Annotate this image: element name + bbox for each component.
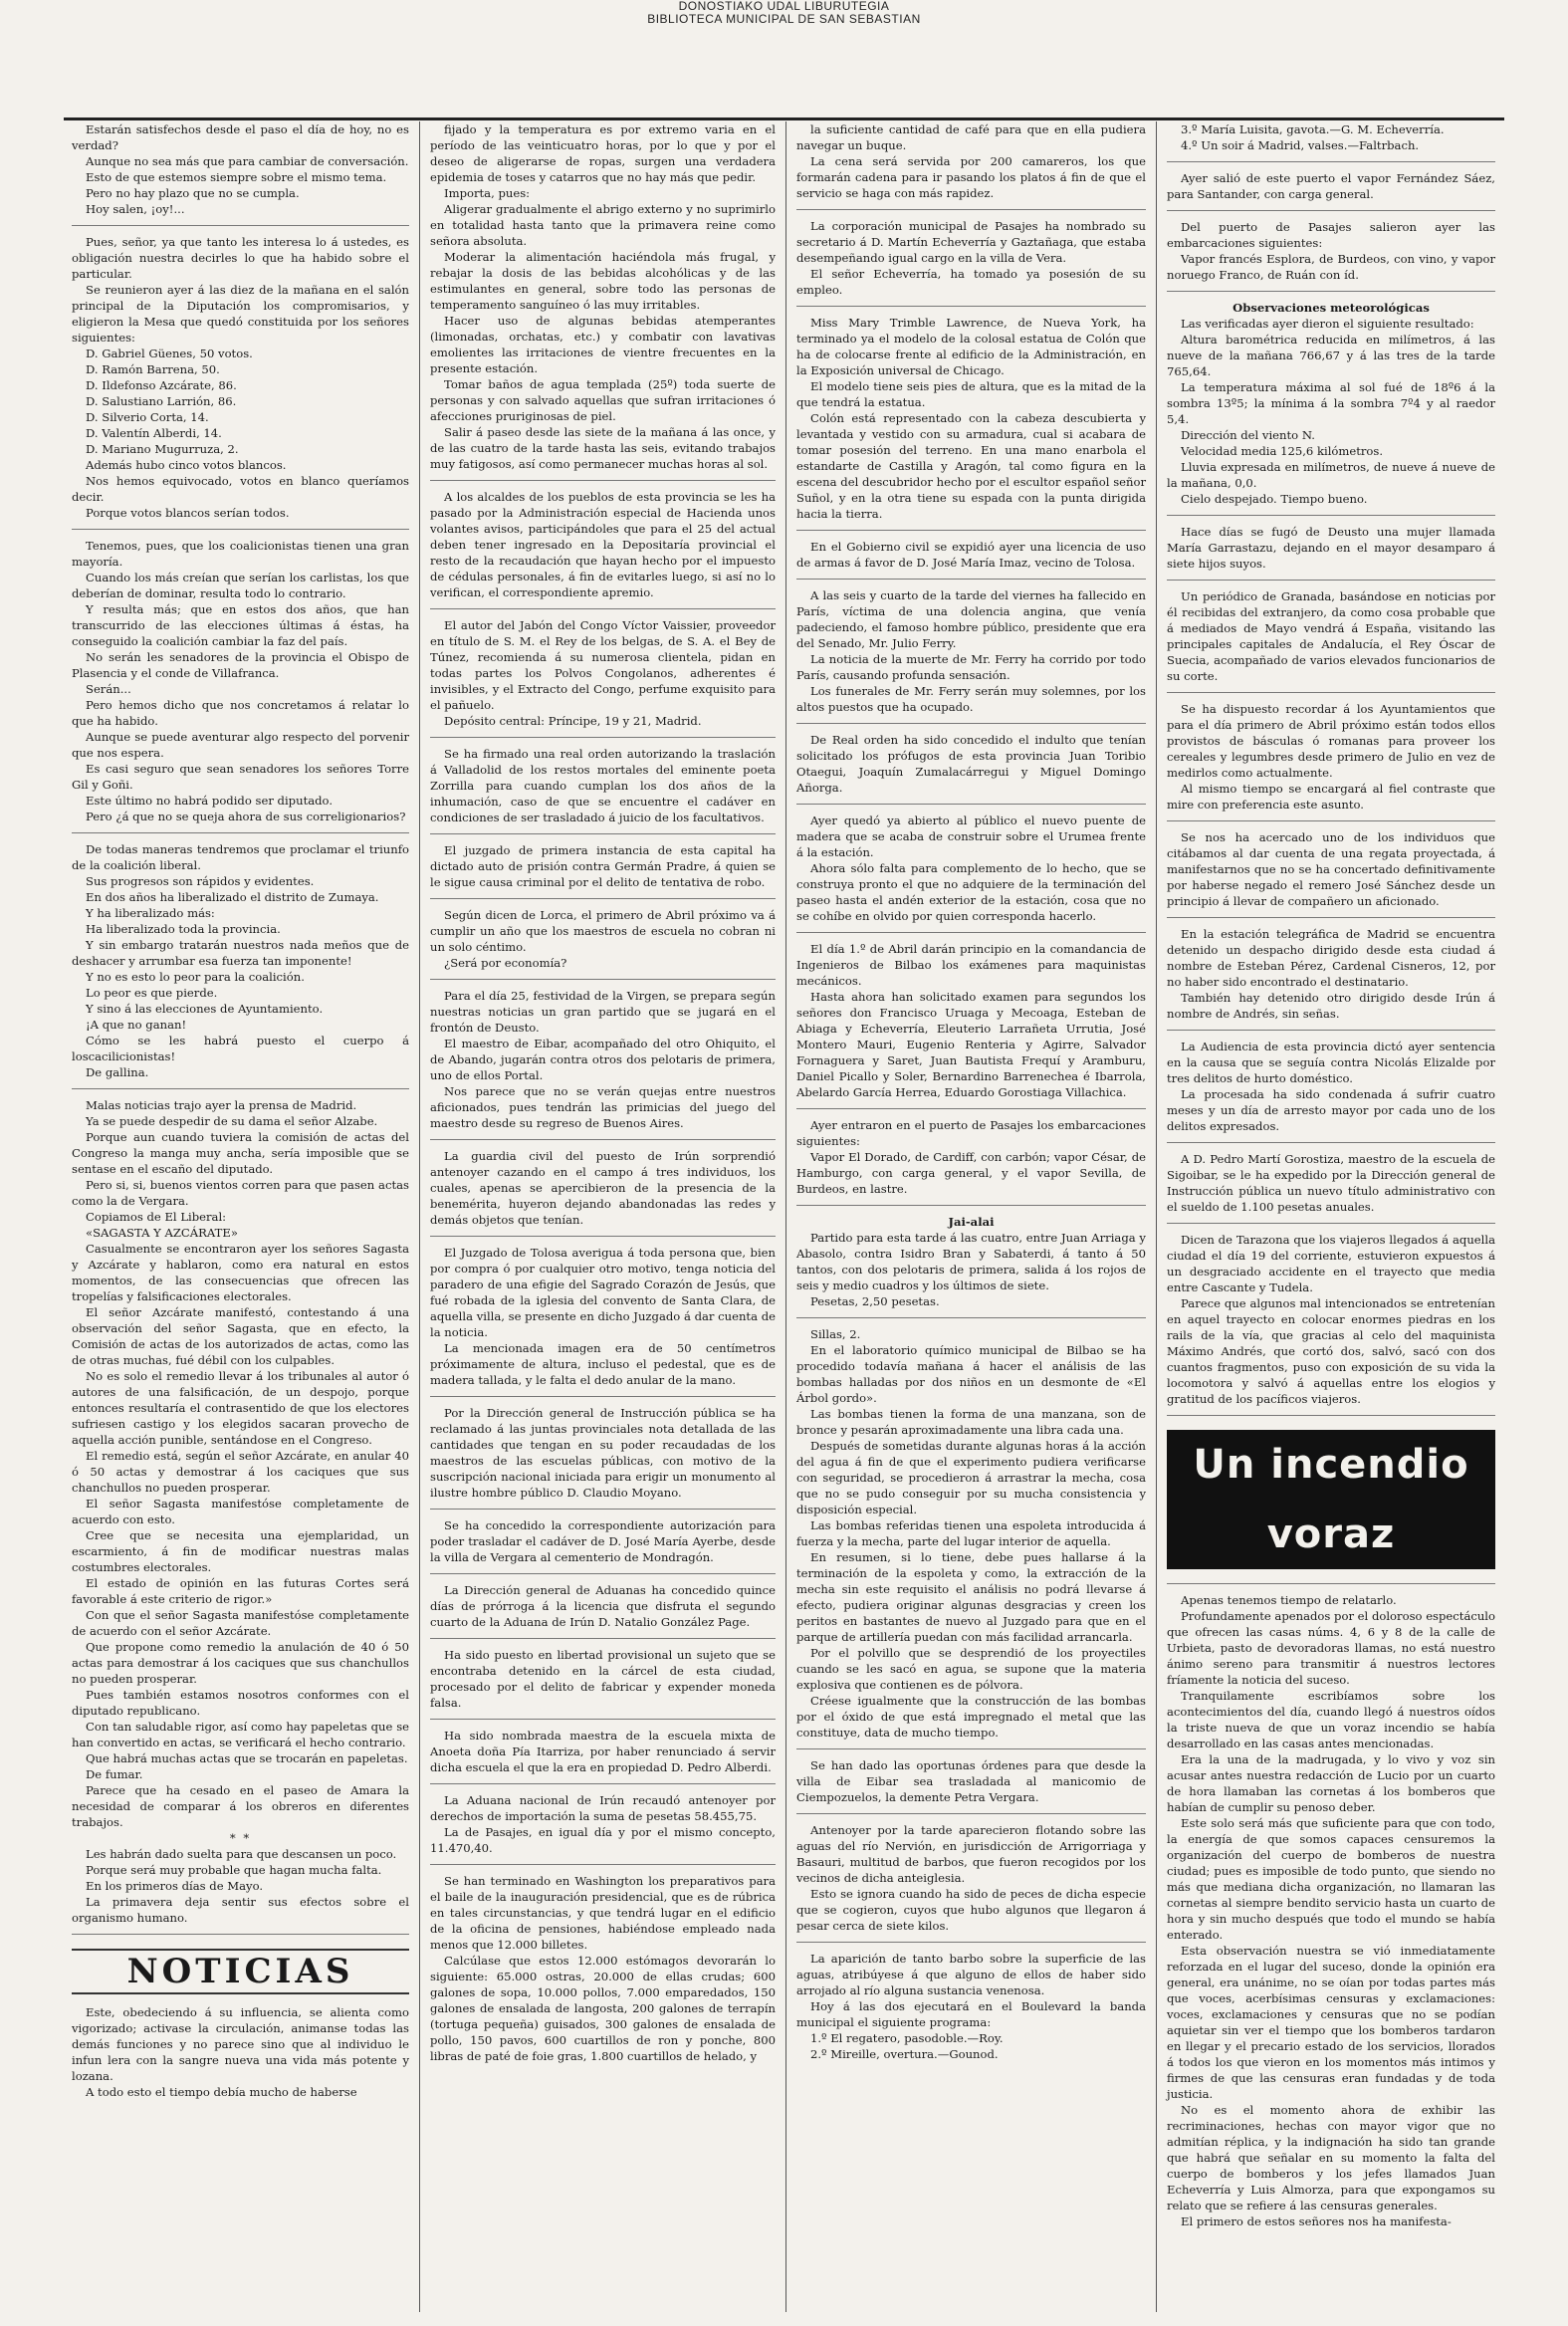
paragraph: A todo esto el tiempo debía mucho de haberse: [86, 2085, 357, 2099]
paragraph: Un periódico de Granada, basándose en noticias por él recibidas del extranjero, da como cosa probable que á mediados de Mayo vendrá á España, visitando las principales capitales de Andalucía, el Rey Óscar de Suecia, acompañado de varios elevados funcionarios de su corte.: [1167, 589, 1495, 683]
top-rule: [64, 117, 1504, 120]
paragraph: Las verificadas ayer dieron el siguiente resultado:: [1181, 317, 1474, 331]
paragraph: Dicen de Tarazona que los viajeros llegados á aquella ciudad el día 19 del corriente, estuvieron expuestos á un desgraciado accidente en el trayecto que media entre Cascante y Tudela.: [1167, 1233, 1495, 1294]
paragraph: 1.º El regatero, pasodoble.—Roy.: [810, 2031, 1004, 2045]
paragraph: Pero hemos dicho que nos concretamos á relatar lo que ha habido.: [72, 698, 409, 728]
paragraph: Cielo despejado. Tiempo bueno.: [1181, 492, 1368, 506]
paragraph: Copiamos de El Liberal:: [86, 1210, 227, 1224]
paragraph: El remedio está, según el señor Azcárate, en anular 40 ó 50 actas y demostrar á los caciques que sus chanchullos no pueden prosperar.: [72, 1449, 409, 1495]
paragraph: No es solo el remedio llevar á los tribunales al autor ó autores de una falsificación, de un despojo, porque entonces resultaría el contrasentido de que los electores sufriesen castigo y los elegidos sacaran provecho de aquella acción punible, sentándose en el Congreso.: [72, 1369, 409, 1447]
paragraph: Hasta ahora han solicitado examen para segundos los señores don Francisco Uruaga y Mecoaga, Esteban de Abiaga y Echeverría, Eleuterio Larrañeta Urrutia, José Montero Mauri, Eugenio Renteria y Agirre, Salvador Fornaguera y Saret, Juan Bautista Frequí y Aramburu, Daniel Picallo y Soler, Bernardino Barrenechea é Ibarrola, Abelardo García Herrea, Eduardo Gorostiaga Villachica.: [796, 990, 1146, 1099]
paragraph: Y ha liberalizado más:: [86, 906, 215, 920]
paragraph: Ha sido puesto en libertad provisional un sujeto que se encontraba detenido en la cárcel de esta ciudad, procesado por el delito de fabricar y expender moneda falsa.: [430, 1648, 776, 1710]
library-stamp: [14, 0, 1554, 26]
paragraph: Los funerales de Mr. Ferry serán muy solemnes, por los altos puestos que ha ocupado.: [796, 684, 1146, 714]
paragraph: El señor Sagasta manifestóse completamente de acuerdo con esto.: [72, 1497, 409, 1526]
paragraph: Se nos ha acercado uno de los individuos que citábamos al dar cuenta de una regata proyectada, á manifestarnos que no se ha concertado definitivamente por haberse negado el remero José Sánchez desde un principio á llevar de compañero un aficionado.: [1167, 830, 1495, 908]
paragraph: Apenas tenemos tiempo de relatarlo.: [1181, 1593, 1397, 1607]
paragraph: Sillas, 2.: [810, 1327, 861, 1341]
article-separator: [796, 1205, 1146, 1206]
paragraph: Salir á paseo desde las siete de la mañana á las once, y de las cuatro de la tarde hasta las seis, evitando trabajos muy fatigosos, así como permanecer muchas horas al sol.: [430, 425, 776, 471]
article-separator: [430, 1638, 776, 1639]
paragraph: Nos hemos equivocado, votos en blanco queríamos decir.: [72, 474, 409, 504]
article-separator: [72, 1088, 409, 1089]
article-separator: [430, 1236, 776, 1237]
article-separator: [430, 979, 776, 980]
paragraph: La Dirección general de Aduanas ha concedido quince días de prórroga á la licencia que disfruta el segundo cuarto de la Aduana de Irún D. Natalio González Page.: [430, 1583, 776, 1629]
paragraph: Esto se ignora cuando ha sido de peces de dicha especie que se cogieron, cuyos que hubo algunos que llegaron á pesar cerca de siete kilos.: [796, 1887, 1146, 1933]
paragraph: Parece que algunos mal intencionados se entretenían en aquel trayecto en colocar enormes piedras en los rails de la vía, que gracias al celo del maquinista Máximo Andrés, que cortó dos, salvó, sacó con dos cuantos fragmentos, puso con exposición de su vida la locomotora y salvó á aquellas entre los elogios y gratitud de los pacíficos viajeros.: [1167, 1296, 1495, 1406]
paragraph: Cuando los más creían que serían los carlistas, los que deberían de dominar, resulta todo lo contrario.: [72, 571, 409, 600]
paragraph: Porque votos blancos serían todos.: [86, 506, 290, 520]
paragraph: 4.º Un soir á Madrid, valses.—Faltrbach.: [1181, 138, 1420, 152]
paragraph: Y no es esto lo peor para la coalición.: [86, 970, 305, 984]
paragraph: D. Silverio Corta, 14.: [86, 410, 209, 424]
paragraph: El Juzgado de Tolosa averigua á toda persona que, bien por compra ó por cualquier otro motivo, tenga noticia del paradero de una efigie del Sagrado Corazón de Jesús, que fué robada de la iglesia del convento de Santa Clara, de aquella villa, se presente en dicho Juzgado á dar cuenta de la noticia.: [430, 1246, 776, 1339]
paragraph: ¿Será por economía?: [444, 956, 567, 970]
paragraph: En resumen, si lo tiene, debe pues hallarse á la terminación de la espoleta y como, la extracción de la mecha sin este requisito el análisis no podrá llevarse á efecto, pudiera originar algunas desgracias y creen los peritos en bastantes de nuevo al Juzgado para que en el parque de artillería puedan con más facilidad arrancarla.: [796, 1550, 1146, 1644]
article-separator: [796, 306, 1146, 307]
paragraph: Malas noticias trajo ayer la prensa de Madrid.: [86, 1098, 357, 1112]
paragraph: 3.º María Luisita, gavota.—G. M. Echeverría.: [1181, 122, 1445, 136]
paragraph: Ayer salió de este puerto el vapor Fernández Sáez, para Santander, con carga general.: [1167, 171, 1495, 201]
paragraph: Aunque no sea más que para cambiar de conversación.: [86, 154, 409, 168]
article-separator: [72, 225, 409, 226]
article-separator: [796, 1108, 1146, 1109]
paragraph: Con que el señor Sagasta manifestóse completamente de acuerdo con el señor Azcárate.: [72, 1608, 409, 1638]
paragraph: Depósito central: Príncipe, 19 y 21, Madrid.: [444, 714, 702, 728]
paragraph: Hoy á las dos ejecutará en el Boulevard la banda municipal el siguiente programa:: [796, 1999, 1146, 2029]
paragraph: Pues también estamos nosotros conformes con el diputado republicano.: [72, 1688, 409, 1718]
paragraph: Parece que ha cesado en el paseo de Amara la necesidad de comparar á los obreros en diferentes trabajos.: [72, 1783, 409, 1829]
column-2: [420, 121, 786, 2312]
subheading-jaialai: Jai-alai: [948, 1215, 995, 1229]
paragraph: La aparición de tanto barbo sobre la superficie de las aguas, atribúyese á que alguno de ellos de haber sido arrojado al río alguna sustancia venenosa.: [796, 1952, 1146, 1997]
paragraph: Y resulta más; que en estos dos años, que han transcurrido de las elecciones últimas á éstas, ha conseguido la coalición cambiar la faz del país.: [72, 602, 409, 648]
paragraph: Aunque se puede aventurar algo respecto del porvenir que nos espera.: [72, 730, 409, 760]
paragraph: Hoy salen, ¡oy!...: [86, 202, 185, 216]
paragraph: Por la Dirección general de Instrucción pública se ha reclamado á las juntas provinciales nota detallada de las cantidades que tengan en su poder recaudadas de los maestros de las escuelas públicas, con motivo de la suscripción nacional iniciada para erigir un monumento al ilustre hombre público D. Claudio Moyano.: [430, 1406, 776, 1500]
paragraph: Profundamente apenados por el doloroso espectáculo que ofrecen las casas núms. 4, 6 y 8 de la calle de Urbieta, pasto de devoradoras llamas, no está nuestro ánimo sereno para transmitir á nuestros lectores fríamente la noticia del suceso.: [1167, 1609, 1495, 1687]
article-separator: [430, 1783, 776, 1784]
paragraph: Pero si, si, buenos vientos corren para que pasen actas como la de Vergara.: [72, 1178, 409, 1208]
paragraph: Por el polvillo que se desprendió de los proyectiles cuando se les sacó en agua, se supone que la materia explosiva que contienen es de pólvora.: [796, 1646, 1146, 1692]
paragraph: la suficiente cantidad de café para que en ella pudiera navegar un buque.: [796, 122, 1146, 152]
stamp-line-2: BIBLIOTECA MUNICIPAL DE SAN SEBASTIAN: [647, 12, 921, 26]
columns: [62, 121, 1505, 2312]
paragraph: Se reunieron ayer á las diez de la mañana en el salón principal de la Diputación los compromisarios, y eligieron la Mesa que quedó constituida por los señores siguientes:: [72, 283, 409, 345]
article-separator: [796, 530, 1146, 531]
article-separator: [1167, 580, 1495, 581]
paragraph: Tranquilamente escribíamos sobre los acontecimientos del día, cuando llegó á nuestros oídos la triste nueva de que un voraz incendio se había desarrollado en las casas antes mencionadas.: [1167, 1689, 1495, 1750]
paragraph: Que propone como remedio la anulación de 40 ó 50 actas para demostrar á los caciques que sus chanchullos no pueden prosperar.: [72, 1640, 409, 1686]
paragraph: De Real orden ha sido concedido el indulto que tenían solicitado los prófugos de esta provincia Juan Toribio Otaegui, Joaquín Zumalacárregui y Miguel Domingo Añorga.: [796, 733, 1146, 795]
subheading-observaciones: Observaciones meteorológicas: [1232, 301, 1430, 315]
paragraph: Miss Mary Trimble Lawrence, de Nueva York, ha terminado ya el modelo de la colosal estatua de Colón que ha de colocarse frente al edificio de la Administración, en la Exposición universal de Chicago.: [796, 316, 1146, 377]
paragraph: A los alcaldes de los pueblos de esta provincia se les ha pasado por la Administración especial de Hacienda unos volantes avisos, participándoles que para el 25 del actual deben tener ingresado en la Depositaría provincial el resto de la recaudación que hayan hecho por el impuesto de cédulas personales, á fin de evitarles luego, si así no lo verifican, el correspondiente apremio.: [430, 490, 776, 599]
paragraph: Se ha firmado una real orden autorizando la traslación á Valladolid de los restos mortales del eminente poeta Zorrilla para cuando cumplan los dos años de la inhumación, caso de que se encuentre el cadáver en condiciones de ser trasladado á juicio de los facultativos.: [430, 747, 776, 824]
paragraph: Créese igualmente que la construcción de las bombas por el óxido de que está impregnado el metal que las constituye, data de mucho tiempo.: [796, 1694, 1146, 1740]
paragraph: Este solo será más que suficiente para que con todo, la energía de que somos capaces censuremos la organización del cuerpo de bomberos de nuestra ciudad; pues es imposible de todo punto, que siendo no más que mediana dicha organización, no llamaran las cornetas al siempre bendito servicio hasta un cuarto de hora y sin mucho después que todo el mundo se había enterado.: [1167, 1816, 1495, 1942]
paragraph: Esta observación nuestra se vió inmediatamente reforzada en el lugar del suceso, donde la opinión era general, era unánime, no se oían por todas partes más que voces, acerbísimas censuras y exclamaciones: voces, exclamaciones y censuras que no se podían aquietar sin ver el tiempo que los bomberos tardaron en llegar y el precario estado de los servicios, llorados á todos los que vieron en los momentos más intimos y firmes de que las censuras eran fundadas y de toda justicia.: [1167, 1944, 1495, 2101]
paragraph: D. Salustiano Larrión, 86.: [86, 394, 237, 408]
asterism-divider: * *: [229, 1831, 252, 1845]
article-separator: [1167, 210, 1495, 211]
paragraph: La noticia de la muerte de Mr. Ferry ha corrido por todo París, causando profunda sensación.: [796, 652, 1146, 682]
paragraph: Colón está representado con la cabeza descubierta y levantada y vestido con su armadura, cual si acabara de tomar posesión del terreno. En una mano enarbola el estandarte de Castilla y Aragón, tal como figura en la escena del descubridor hecho por el escultor español señor Suñol, y en la otra tiene su espada con la punta dirigida hacia la tierra.: [796, 411, 1146, 521]
paragraph: Se ha dispuesto recordar á los Ayuntamientos que para el día primero de Abril próximo están todos ellos provistos de básculas ó romanas para proveer los cereales y legumbres desde primero de Julio en vez de medirlos como actualmente.: [1167, 702, 1495, 780]
paragraph: Importa, pues:: [444, 186, 531, 200]
article-separator: [1167, 515, 1495, 516]
paragraph: El modelo tiene seis pies de altura, que es la mitad de la que tendrá la estatua.: [796, 379, 1146, 409]
paragraph: Pero ¿á que no se queja ahora de sus correligionarios?: [86, 810, 406, 823]
article-separator: [796, 723, 1146, 724]
article-separator: [72, 1934, 409, 1935]
paragraph: Este, obedeciendo á su influencia, se alienta como vigorizado; activase la circulación, animanse todas las demás funciones y no parece sino que al individuo le infun lera con la sangre nueva una vida más potente y lozana.: [72, 2005, 409, 2083]
paragraph: Porque aun cuando tuviera la comisión de actas del Congreso la manga muy ancha, sería imposible que se sentase en el escaño del diputado.: [72, 1130, 409, 1176]
paragraph: En dos años ha liberalizado el distrito de Zumaya.: [86, 890, 379, 904]
paragraph: Con tan saludable rigor, así como hay papeletas que se han convertido en actas, se verificará el hecho contrario.: [72, 1720, 409, 1749]
paragraph: A D. Pedro Martí Gorostiza, maestro de la escuela de Sigoibar, se le ha expedido por la Dirección general de Instrucción pública un nuevo título administrativo con el sueldo de 1.100 pesetas anuales.: [1167, 1152, 1495, 1214]
paragraph: En el laboratorio químico municipal de Bilbao se ha procedido todavía mañana á hacer el análisis de las bombas halladas por dos niños en un desmonte de «El Árbol gordo».: [796, 1343, 1146, 1405]
article-separator: [796, 932, 1146, 933]
article-separator: [796, 209, 1146, 210]
paragraph: Pesetas, 2,50 pesetas.: [810, 1294, 940, 1308]
article-separator: [430, 1396, 776, 1397]
article-separator: [430, 608, 776, 609]
paragraph: Pues, señor, ya que tanto les interesa lo á ustedes, es obligación nuestra decirles lo que ha habido sobre el particular.: [72, 235, 409, 281]
paragraph: Según dicen de Lorca, el primero de Abril próximo va á cumplir un año que los maestros de escuela no cobran ni un solo céntimo.: [430, 908, 776, 954]
article-separator: [796, 1813, 1146, 1814]
paragraph: El día 1.º de Abril darán principio en la comandancia de Ingenieros de Bilbao los exámenes para maquinistas mecánicos.: [796, 942, 1146, 988]
paragraph: D. Gabriel Güenes, 50 votos.: [86, 347, 253, 360]
paragraph: Y sino á las elecciones de Ayuntamiento.: [86, 1002, 324, 1016]
paragraph: La procesada ha sido condenada á sufrir cuatro meses y un día de arresto mayor por cada uno de los delitos expresados.: [1167, 1087, 1495, 1133]
paragraph: Velocidad media 125,6 kilómetros.: [1181, 444, 1384, 458]
column-3: [786, 121, 1157, 2312]
paragraph: Se han dado las oportunas órdenes para que desde la villa de Eibar sea trasladada al manicomio de Ciempozuelos, la demente Petra Vergara.: [796, 1758, 1146, 1804]
paragraph: Pero no hay plazo que no se cumpla.: [86, 186, 300, 200]
paragraph: Ya se puede despedir de su dama el señor Alzabe.: [86, 1114, 378, 1128]
paragraph: Calcúlase que estos 12.000 estómagos devorarán lo siguiente: 65.000 ostras, 20.000 de ellas crudas; 600 galones de sopa, 10.000 pollos, 7.000 emparedados, 150 galones de ensalada de langosta, 200 galones de terrapín (tortuga pequeña) guisados, 300 galones de ensalada de pollo, 150 pavos, 600 cuartillos de ron y ponche, 800 libras de paté de foie gras, 1.800 cuartillos de helado, y: [430, 1954, 776, 2063]
paragraph: «SAGASTA Y AZCÁRATE»: [86, 1226, 238, 1240]
paragraph: Este último no habrá podido ser diputado.: [86, 794, 334, 808]
paragraph: Vapor francés Esplora, de Burdeos, con vino, y vapor noruego Franco, de Ruán con íd.: [1167, 252, 1495, 282]
article-separator: [430, 1573, 776, 1574]
paragraph: Es casi seguro que sean senadores los señores Torre Gil y Goñi.: [72, 762, 409, 792]
paragraph: La corporación municipal de Pasajes ha nombrado su secretario á D. Martín Echeverría y Gaztañaga, que estaba desempeñando igual cargo en la villa de Vera.: [796, 219, 1146, 265]
article-separator: [1167, 820, 1495, 821]
paragraph: Altura barométrica reducida en milímetros, á las nueve de la mañana 766,67 y á las tres de la tarde 765,64.: [1167, 333, 1495, 378]
paragraph: En los primeros días de Mayo.: [86, 1879, 264, 1893]
paragraph: La Aduana nacional de Irún recaudó antenoyer por derechos de importación la suma de pesetas 58.455,75.: [430, 1793, 776, 1823]
paragraph: Aligerar gradualmente el abrigo externo y no suprimirlo en totalidad hasta tanto que la primavera reine como señora absoluta.: [430, 202, 776, 248]
paragraph: Las bombas tienen la forma de una manzana, son de bronce y pesarán aproximadamente una libra cada una.: [796, 1407, 1146, 1437]
paragraph: Tomar baños de agua templada (25º) toda suerte de personas y con salvado aquellas que sufran irritaciones ó afecciones pruriginosas de piel.: [430, 377, 776, 423]
section-heading-noticias: NOTICIAS: [72, 1949, 409, 1994]
article-separator: [72, 529, 409, 530]
paragraph: Al mismo tiempo se encargará al fiel contraste que mire con preferencia este asunto.: [1167, 782, 1495, 812]
paragraph: De fumar.: [86, 1767, 143, 1781]
paragraph: La primavera deja sentir sus efectos sobre el organismo humano.: [72, 1895, 409, 1925]
paragraph: D. Valentín Alberdi, 14.: [86, 426, 222, 440]
paragraph: Las bombas referidas tienen una espoleta introducida á fuerza y la mecha, parte del lugar interior de aquella.: [796, 1518, 1146, 1548]
article-separator: [430, 1509, 776, 1510]
paragraph: El primero de estos señores nos ha manifesta-: [1181, 2214, 1452, 2228]
paragraph: D. Ramón Barrena, 50.: [86, 362, 220, 376]
paragraph: Dirección del viento N.: [1181, 428, 1315, 442]
article-separator: [796, 1748, 1146, 1749]
paragraph: Cómo se les habrá puesto el cuerpo á loscacilicionistas!: [72, 1034, 409, 1063]
paragraph: Para el día 25, festividad de la Virgen, se prepara según nuestras noticias un gran partido que se jugará en el frontón de Deusto.: [430, 989, 776, 1035]
paragraph: D. Mariano Mugurruza, 2.: [86, 442, 239, 456]
paragraph: Se ha concedido la correspondiente autorización para poder trasladar el cadáver de D. José María Ayerbe, desde la villa de Vergara al cementerio de Mondragón.: [430, 1518, 776, 1564]
paragraph: No es el momento ahora de exhibir las recriminaciones, hechas con mayor vigor que no admitían réplica, y la indignación ha sido tan grande que habrá que señalar en su momento la falta del cuerpo de bomberos y los jefes llamados Juan Echeverría y Luis Almorza, para que expongamos su relato que se refiere á las censuras generales.: [1167, 2103, 1495, 2212]
paragraph: Antenoyer por la tarde aparecieron flotando sobre las aguas del río Nervión, en jurisdicción de Arrigorriaga y Basauri, multitud de barbos, que fueron recogidos por los vecinos de dicha anteiglesia.: [796, 1823, 1146, 1885]
paragraph: Y sin embargo tratarán nuestros nada meños que de deshacer y arrumbar esa fuerza tan imponente!: [72, 938, 409, 968]
article-separator: [1167, 917, 1495, 918]
article-separator: [1167, 161, 1495, 162]
paragraph: Serán...: [86, 682, 131, 696]
paragraph: Se han terminado en Washington los preparativos para el baile de la inauguración presidencial, que es de rúbrica en tales circunstancias, y que tendrá lugar en el edificio de la oficina de pensiones, habiéndose empleado nada menos que 12.000 billetes.: [430, 1874, 776, 1952]
paragraph: De todas maneras tendremos que proclamar el triunfo de la coalición liberal.: [72, 842, 409, 872]
paragraph: La Audiencia de esta provincia dictó ayer sentencia en la causa que se seguía contra Nicolás Elizalde por tres delitos de hurto doméstico.: [1167, 1040, 1495, 1085]
paragraph: Esto de que estemos siempre sobre el mismo tema.: [86, 170, 387, 184]
paragraph: También hay detenido otro dirigido desde Irún á nombre de Andrés, sin señas.: [1167, 991, 1495, 1021]
paragraph: El maestro de Eibar, acompañado del otro Ohiquito, el de Abando, jugarán contra otros dos pelotaris de primera, uno de ellos Portal.: [430, 1037, 776, 1082]
paragraph: Moderar la alimentación haciéndola más frugal, y rebajar la dosis de las bebidas alcohólicas y de las estimulantes en general, sobre todo las personas de temperamento sanguíneo ó las muy irritables.: [430, 250, 776, 312]
paragraph: No serán les senadores de la provincia el Obispo de Plasencia y el conde de Villafranca.: [72, 650, 409, 680]
paragraph: Después de sometidas durante algunas horas á la acción del agua á fin de que el experimento pudiera verificarse con seguridad, se procedieron á arrastrar la mecha, cosa que no se pudo conseguir por su mucha consistencia y disposición especial.: [796, 1439, 1146, 1516]
paragraph: En la estación telegráfica de Madrid se encuentra detenido un despacho dirigido desde esta ciudad á nombre de Esteban Pérez, Cardenal Cisneros, 12, por no haber sido encontrado el destinatario.: [1167, 927, 1495, 989]
paragraph: Lluvia expresada en milímetros, de nueve á nueve de la mañana, 0,0.: [1167, 460, 1495, 490]
paragraph: El autor del Jabón del Congo Víctor Vaissier, proveedor en título de S. M. el Rey de los belgas, de S. A. el Bey de Túnez, recomienda á su numerosa clientela, pidan en todas partes los Polvos Congolanos, adherentes é invisibles, y el Extracto del Congo, perfume exquisito para el pañuelo.: [430, 618, 776, 712]
stamp-line-1: DONOSTIAKO UDAL LIBURUTEGIA: [678, 0, 890, 13]
paragraph: Porque será muy probable que hagan mucha falta.: [86, 1863, 382, 1877]
headline-incendio: Un incendio voraz: [1167, 1430, 1495, 1569]
paragraph: El juzgado de primera instancia de esta capital ha dictado auto de prisión contra Germán Pradre, á quien se le sigue causa criminal por el delito de tentativa de robo.: [430, 843, 776, 889]
paragraph: Sus progresos son rápidos y evidentes.: [86, 874, 315, 888]
article-separator: [1167, 1223, 1495, 1224]
article-separator: [796, 579, 1146, 580]
paragraph: Vapor El Dorado, de Cardiff, con carbón; vapor César, de Hamburgo, con carga general, y el vapor Sevilla, de Burdeos, en lastre.: [796, 1150, 1146, 1196]
article-separator: [430, 1719, 776, 1720]
paragraph: La cena será servida por 200 camareros, los que formarán cadena para ir pasando los platos á fin de que el servicio se haga con más rapidez.: [796, 154, 1146, 200]
paragraph: Hace días se fugó de Deusto una mujer llamada María Garrastazu, dejando en el mayor desamparo á siete hijos suyos.: [1167, 525, 1495, 571]
article-separator: [1167, 1030, 1495, 1031]
paragraph: La temperatura máxima al sol fué de 18º6 á la sombra 13º5; la mínima á la sombra 7º4 y al raedor 5,4.: [1167, 380, 1495, 426]
paragraph: Casualmente se encontraron ayer los señores Sagasta y Azcárate y hablaron, como era natural en estos momentos, de las consecuencias que ofrecen las tropelías y falsificaciones electorales.: [72, 1242, 409, 1303]
paragraph: Ha sido nombrada maestra de la escuela mixta de Anoeta doña Pía Itarriza, por haber renunciado á servir dicha escuela el que la era en propiedad D. Pedro Alberdi.: [430, 1729, 776, 1774]
paragraph: Ayer quedó ya abierto al público el nuevo puente de madera que se acaba de construir sobre el Urumea frente á la estación.: [796, 814, 1146, 859]
column-1: [62, 121, 420, 2312]
paragraph: La de Pasajes, en igual día y por el mismo concepto, 11.470,40.: [430, 1825, 776, 1855]
paragraph: Ha liberalizado toda la provincia.: [86, 922, 281, 936]
article-separator: [796, 1942, 1146, 1943]
paragraph: Que habrá muchas actas que se trocarán en papeletas.: [86, 1751, 408, 1765]
article-separator: [430, 1139, 776, 1140]
paragraph: El señor Echeverría, ha tomado ya posesión de su empleo.: [796, 267, 1146, 297]
paragraph: El estado de opinión en las futuras Cortes será favorable á este criterio de rigor.»: [72, 1576, 409, 1606]
article-separator: [430, 1864, 776, 1865]
paragraph: Ahora sólo falta para complemento de lo hecho, que se construya pronto el que no adquiere de la terminación del paseo hasta el andén exterior de la estación, cosa que no se cohíbe en olvido por quien corresponda hacerlo.: [796, 861, 1146, 923]
paragraph: La guardia civil del puesto de Irún sorprendió antenoyer cazando en el campo á tres individuos, los cuales, apenas se apercibieron de la presencia de la benemérita, huyeron dejando abandonadas las redes y demás objetos que tenían.: [430, 1149, 776, 1227]
paragraph: A las seis y cuarto de la tarde del viernes ha fallecido en París, víctima de una dolencia angina, que venía padeciendo, el famoso hombre público, presidente que era del Senado, Mr. Julio Ferry.: [796, 588, 1146, 650]
paragraph: Les habrán dado suelta para que descansen un poco.: [86, 1847, 397, 1861]
paragraph: De gallina.: [86, 1065, 149, 1079]
paragraph: Era la una de la madrugada, y lo vivo y voz sin acusar antes nuestra redacción de Lucio por un cuarto de hora llamaban las cornetas á los bomberos que habían de cumplir su penoso deber.: [1167, 1752, 1495, 1814]
paragraph: Tenemos, pues, que los coalicionistas tienen una gran mayoría.: [72, 539, 409, 569]
article-separator: [796, 804, 1146, 805]
article-separator: [1167, 1415, 1495, 1416]
article-separator: [430, 737, 776, 738]
paragraph: ¡A que no ganan!: [86, 1018, 187, 1032]
paragraph: El señor Azcárate manifestó, contestando á una observación del señor Sagasta, que en efecto, la Comisión de actas de los autorizados de actas, como las de otras muchas, fué débil con los culpables.: [72, 1305, 409, 1367]
column-4: [1157, 121, 1505, 2312]
article-separator: [796, 1317, 1146, 1318]
article-separator: [1167, 291, 1495, 292]
article-separator: [1167, 1142, 1495, 1143]
paragraph: Hacer uso de algunas bebidas atemperantes (limonadas, orchatas, etc.) y combatir con lavativas emolientes las irritaciones de vientre frecuentes en la presente estación.: [430, 314, 776, 375]
paragraph: fijado y la temperatura es por extremo varia en el período de las veinticuatro horas, por lo que y por el deseo de aligerarse de ropas, surgen una verdadera epidemia de toses y catarros que no hay más que pedir.: [430, 122, 776, 184]
article-separator: [430, 833, 776, 834]
paragraph: Estarán satisfechos desde el paso el día de hoy, no es verdad?: [72, 122, 409, 152]
article-separator: [1167, 1583, 1495, 1584]
paragraph: Ayer entraron en el puerto de Pasajes los embarcaciones siguientes:: [796, 1118, 1146, 1148]
paragraph: Lo peor es que pierde.: [86, 986, 218, 1000]
article-separator: [430, 898, 776, 899]
paragraph: La mencionada imagen era de 50 centímetros próximamente de altura, incluso el pedestal, que es de madera tallada, y le falta el dedo anular de la mano.: [430, 1341, 776, 1387]
paragraph: 2.º Mireille, overtura.—Gounod.: [810, 2047, 999, 2061]
article-separator: [72, 832, 409, 833]
paragraph: Cree que se necesita una ejemplaridad, un escarmiento, á fin de modificar nuestras malas costumbres electorales.: [72, 1528, 409, 1574]
article-separator: [1167, 692, 1495, 693]
paragraph: Además hubo cinco votos blancos.: [86, 458, 287, 472]
article-separator: [430, 480, 776, 481]
paragraph: Nos parece que no se verán quejas entre nuestros aficionados, pues tendrán las primicias del juego del maestro desde su regreso de Buenos Aires.: [430, 1084, 776, 1130]
paragraph: En el Gobierno civil se expidió ayer una licencia de uso de armas á favor de D. José María Imaz, vecino de Tolosa.: [796, 540, 1146, 570]
paragraph: Partido para esta tarde á las cuatro, entre Juan Arriaga y Abasolo, contra Isidro Bran y Sabaterdi, á tanto á 50 tantos, con dos pelotaris de primera, salida á los rojos de seis y medio cuadros y los últimos de siete.: [796, 1231, 1146, 1292]
paragraph: Del puerto de Pasajes salieron ayer las embarcaciones siguientes:: [1167, 220, 1495, 250]
paragraph: D. Ildefonso Azcárate, 86.: [86, 378, 237, 392]
